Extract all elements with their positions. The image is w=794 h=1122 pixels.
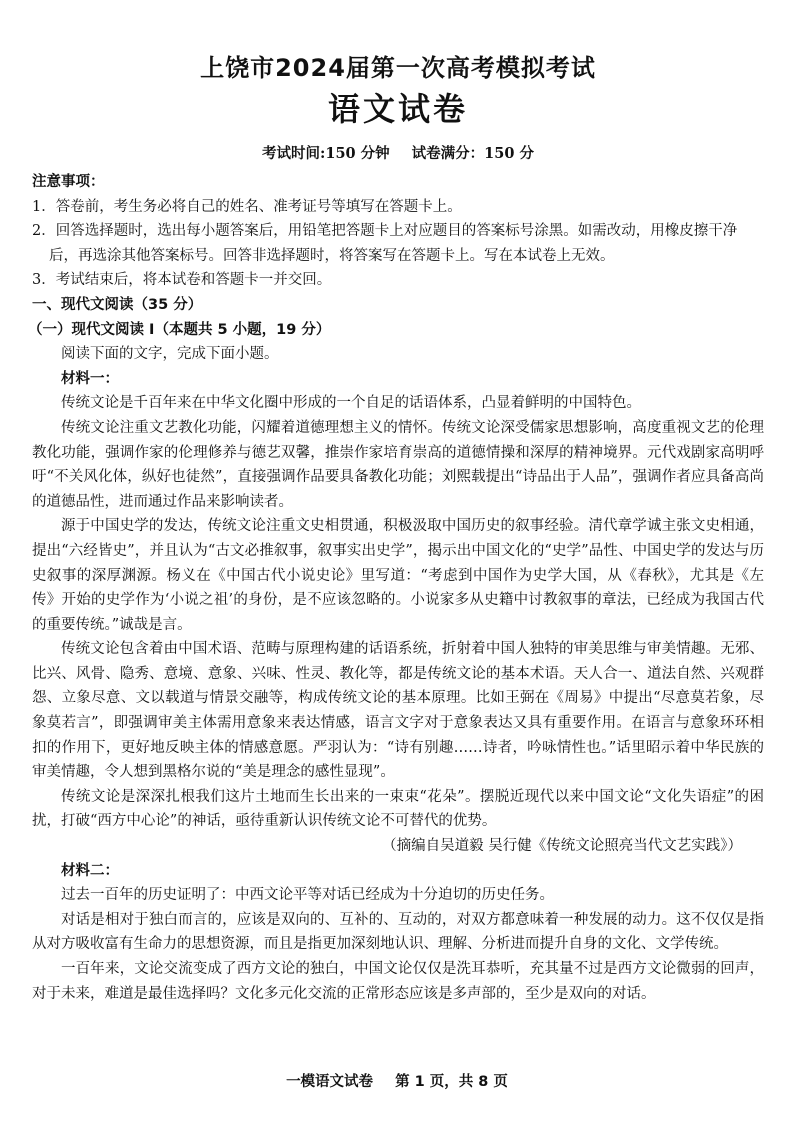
exam-subject: 语文试卷 bbox=[327, 90, 468, 128]
exam-info bbox=[32, 140, 764, 168]
section-title: 一、现代文阅读（35 分） bbox=[32, 296, 203, 313]
paragraph: 一百年来，文论交流变成了西方文论的独白，中国文论仅仅是洗耳恭听，充其量不过是西方文论微弱的回声，对于未来，难道是最佳选择吗？文化多元化交流的正常形态应该是多声部的，至少是双向的对话。 bbox=[32, 961, 764, 1002]
notes-title: 注意事项： bbox=[32, 174, 105, 190]
paragraph: 源于中国史学的发达，传统文论注重文史相贯通，积极汲取中国历史的叙事经验。清代章学诚主张文史相通，提出“六经皆史”，并且认为“古文必推叙事，叙事实出史学”，揭示出中国文化的“史学”品性、中国史学的发达与历史叙事的深厚渊源。杨义在《中国古代小说史论》里写道：“考虑到中国作为史学大国，从《春秋》，尤其是《左传》开始的史学作为‘小说之祖’的身份，是不应该忽略的。小说家多从史籍中讨教叙事的章法，已经成为我国古代的重要传统。”诚哉是言。 bbox=[32, 518, 764, 633]
paragraph: 传统文论是千百年来在中华文化圈中形成的一个自足的话语体系，凸显着鲜明的中国特色。 bbox=[61, 395, 641, 412]
reading-instruction: 阅读下面的文字，完成下面小题。 bbox=[61, 346, 279, 363]
full-score: 试卷满分：150 分 bbox=[411, 145, 534, 162]
exam-title: 上饶市2024届第一次高考模拟考试 bbox=[200, 54, 596, 82]
note-item: 1．答卷前，考生务必将自己的姓名、准考证号等填写在答题卡上。 bbox=[32, 198, 462, 215]
paragraph: 传统文论注重文艺教化功能，闪耀着道德理想主义的情怀。传统文论深受儒家思想影响，高度重视文艺的伦理教化功能，强调作家的伦理修养与德艺双馨，推崇作家培育崇高的道德情操和深厚的精神境界。元代戏剧家高明呼吁“不关风化体，纵好也徒然”，直接强调作品要具备教化功能；刘熙载提出“诗品出于人品”，强调作者应具备高尚的道德品性，进而通过作品来影响读者。 bbox=[32, 419, 764, 510]
page-number: 第 1 页，共 8 页 bbox=[395, 1074, 508, 1090]
exam-time: 考试时间:150 分钟 bbox=[262, 145, 390, 162]
material-two bbox=[32, 859, 764, 1007]
paragraph: 传统文论包含着由中国术语、范畴与原理构建的话语系统，折射着中国人独特的审美思维与审美情趣。无邪、比兴、风骨、隐秀、意境、意象、兴味、性灵、教化等，都是传统文论的基本术语。天人合一、道法自然、兴观群怨、立象尽意、文以载道与情景交融等，构成传统文论的基本原理。比如王弼在《周易》中提出“尽意莫若象，尽象莫若言”，即强调审美主体需用意象来表达情感，语言文字对于意象表达又具有重要作用。在语言与意象环环相扣的作用下，更好地反映主体的情感意愿。严羽认为：“诗有别趣……诗者，吟咏情性也。”话里昭示着中华民族的审美情趣，令人想到黑格尔说的“美是理念的感性显现”。 bbox=[32, 641, 764, 781]
note-item: 3．考试结束后，将本试卷和答题卡一并交回。 bbox=[32, 272, 332, 289]
notes-block bbox=[32, 170, 764, 293]
subsection-title: （一）现代文阅读 I（本题共 5 小题，19 分） bbox=[28, 321, 331, 338]
footer-exam-name: 一模语文试卷 bbox=[286, 1074, 374, 1090]
material-title: 材料一： bbox=[61, 370, 119, 387]
page-footer bbox=[0, 1070, 794, 1095]
source-citation: （摘编自吴道毅 吴行健《传统文论照亮当代文艺实践》） bbox=[382, 838, 742, 855]
paragraph: 传统文论是深深扎根我们这片土地而生长出来的一束束“花朵”。摆脱近现代以来中国文论“文化失语症”的困扰，打破“西方中心论”的神话，亟待重新认识传统文论不可替代的优势。 bbox=[32, 788, 764, 830]
paragraph: 对话是相对于独白而言的，应该是双向的、互补的、互动的，对双方都意味着一种发展的动力。这不仅仅是指从对方吸收富有生命力的思想资源，而且是指更加深刻地认识、理解、分析进而提升自身的文化、文学传统。 bbox=[32, 911, 764, 953]
paragraph: 过去一百年的历史证明了：中西文论平等对话已经成为十分迫切的历史任务。 bbox=[61, 887, 554, 904]
note-item: 2．回答选择题时，选出每小题答案后，用铅笔把答题卡上对应题目的答案标号涂黑。如需改动，用橡皮擦干净后，再选涂其他答案标号。回答非选择题时，将答案写在答题卡上。写在本试卷上无效。 bbox=[32, 223, 738, 264]
material-title: 材料二： bbox=[61, 862, 119, 879]
material-one bbox=[32, 367, 764, 859]
